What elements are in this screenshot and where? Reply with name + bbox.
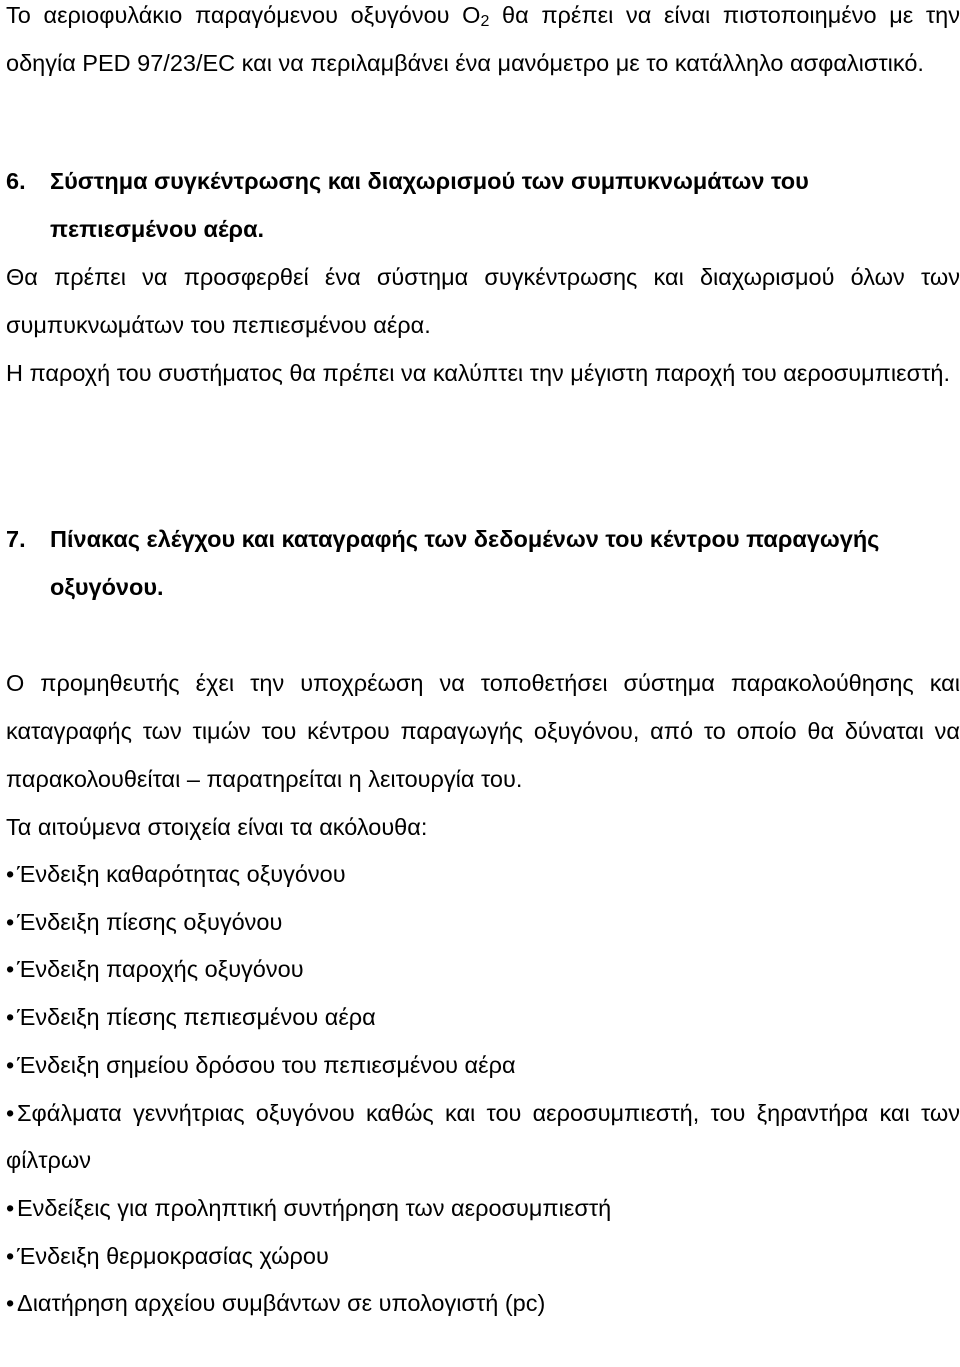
- list-item: [6, 851, 960, 899]
- list-item-text: Ένδειξη σημείου δρόσου του πεπιεσμένου αέρα: [17, 1051, 516, 1078]
- list-item-text: Ένδειξη πίεσης οξυγόνου: [17, 908, 283, 935]
- section-6-paragraph-1: Θα πρέπει να προσφερθεί ένα σύστημα συγκέντρωσης και διαχωρισμού όλων των συμπυκνωμάτων του πεπιεσμένου αέρα.: [6, 264, 960, 338]
- section-7-title: Πίνακας ελέγχου και καταγραφής των δεδομένων του κέντρου παραγωγής οξυγόνου.: [50, 526, 880, 600]
- section-6: [6, 157, 960, 397]
- list-item: [6, 1185, 960, 1233]
- list-item: [6, 946, 960, 994]
- list-item: [6, 1042, 960, 1090]
- bullet-icon: •: [6, 956, 15, 983]
- list-item: [6, 1090, 960, 1185]
- bullet-icon: •: [6, 908, 15, 935]
- section-6-paragraph-2: Η παροχή του συστήματος θα πρέπει να καλύπτει την μέγιστη παροχή του αεροσυμπιεστή.: [6, 360, 950, 386]
- bullet-icon: •: [6, 1004, 15, 1031]
- list-item-text: Ένδειξη καθαρότητας οξυγόνου: [17, 861, 346, 887]
- list-item: [6, 994, 960, 1042]
- list-item-text: Ενδείξεις για προληπτική συντήρηση των αεροσυμπιεστή: [17, 1194, 612, 1221]
- bullet-icon: •: [6, 1242, 15, 1269]
- section-6-number: 6.: [6, 168, 26, 194]
- section-7-number: 7.: [6, 526, 26, 552]
- section-6-title: Σύστημα συγκέντρωσης και διαχωρισμού των συμπυκνωμάτων του πεπιεσμένου αέρα.: [50, 168, 809, 242]
- bullet-icon: •: [6, 1194, 15, 1221]
- list-item-text: Ένδειξη παροχής οξυγόνου: [17, 956, 304, 983]
- section-7-paragraph-1: Ο προμηθευτής έχει την υποχρέωση να τοποθετήσει σύστημα παρακολούθησης και καταγραφής των τιμών του κέντρου παραγωγής οξυγόνου, από το οποίο θα δύναται να παρακολουθείται – παρατηρείται η λειτουργία του.: [6, 670, 960, 792]
- bullet-icon: •: [6, 1051, 15, 1078]
- intro-paragraph: [6, 0, 960, 87]
- list-item-text: Ένδειξη πίεσης πεπιεσμένου αέρα: [17, 1004, 376, 1031]
- bullet-icon: •: [6, 1290, 15, 1317]
- section-7-body: [6, 659, 960, 1328]
- bullet-icon: •: [6, 861, 15, 887]
- list-item-text: Ένδειξη θερμοκρασίας χώρου: [17, 1242, 329, 1269]
- bullet-icon: •: [6, 1099, 15, 1126]
- intro-text-start: Το αεριοφυλάκιο παραγόμενου οξυγόνου O: [6, 2, 481, 28]
- section-7-paragraph-2: Τα αιτούμενα στοιχεία είναι τα ακόλουθα:: [6, 814, 428, 840]
- section-7: [6, 515, 960, 611]
- list-item: [6, 899, 960, 947]
- intro-subscript: 2: [480, 13, 490, 30]
- section-6-heading: [6, 157, 960, 253]
- section-7-heading: [6, 515, 960, 611]
- list-item: [6, 1280, 960, 1328]
- list-item-text: Σφάλματα γεννήτριας οξυγόνου καθώς και του αεροσυμπιεστή, του ξηραντήρα και των φίλτρων: [6, 1099, 960, 1174]
- list-item: [6, 1233, 960, 1281]
- requirements-list: [6, 851, 960, 1328]
- intro-text-end: θα πρέπει να είναι πιστοποιημένο με την οδηγία PED 97/23/EC και να περιλαμβάνει ένα μανόμετρο με το κατάλληλο ασφαλιστικό.: [6, 2, 960, 76]
- intro-block: [6, 0, 960, 87]
- list-item-text: Διατήρηση αρχείου συμβάντων σε υπολογιστή (pc): [17, 1290, 546, 1317]
